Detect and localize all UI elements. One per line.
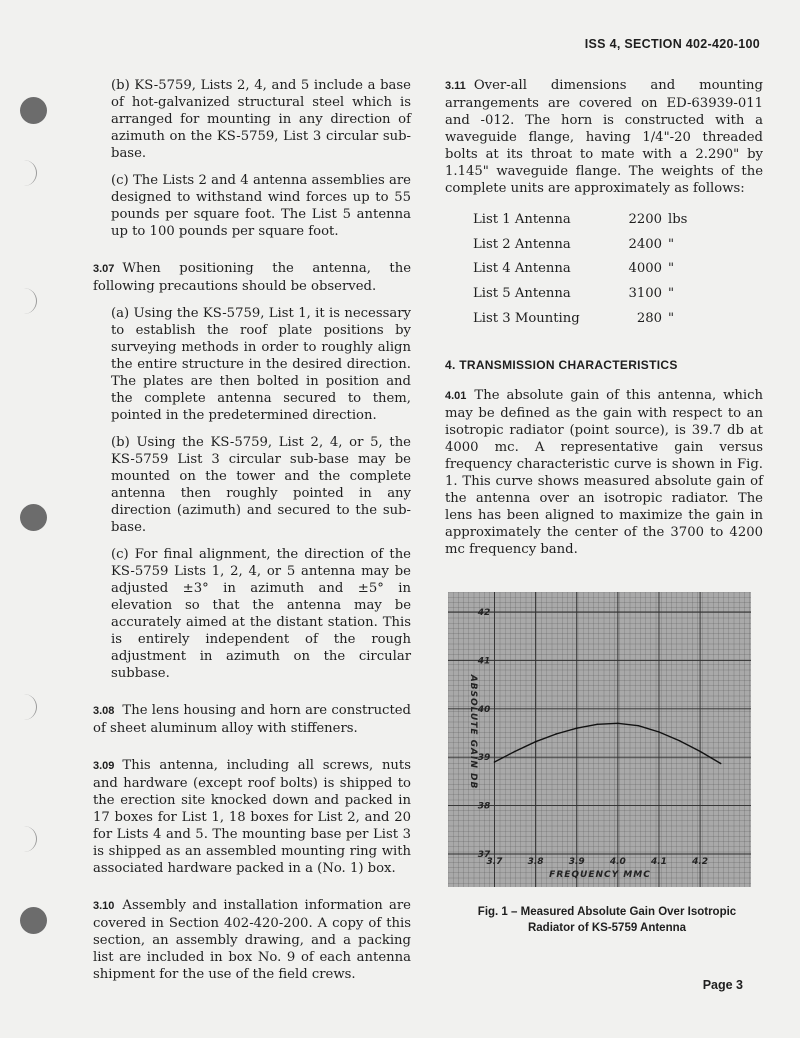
page-number: Page 3 — [702, 978, 743, 992]
gain-chart — [448, 592, 751, 887]
section-heading: 4. TRANSMISSION CHARACTERISTICS — [445, 357, 678, 372]
section-number: 4.01 — [445, 389, 467, 402]
page-edge-mark — [22, 288, 37, 314]
y-tick-label: 41 — [477, 656, 491, 667]
weight-value: 3100 — [628, 286, 662, 302]
data-point — [576, 727, 578, 729]
weight-name: List 5 Antenna — [473, 286, 571, 302]
x-tick-label: 3.7 — [486, 857, 503, 867]
paragraph-3-07 — [93, 260, 411, 295]
gain-chart-svg — [448, 592, 751, 887]
left-column — [93, 77, 411, 993]
data-point — [679, 740, 681, 742]
weight-name: List 4 Antenna — [473, 261, 571, 277]
paragraph-3-10 — [93, 897, 411, 983]
weight-row — [473, 207, 687, 232]
weight-unit: " — [668, 261, 675, 277]
paragraph-3-07-c: (c) For final alignment, the direction of the KS-5759 Lists 1, 2, 4, or 5 antenna may be adjusted ±3° in azimuth and ±5° in elevation so that the antenna may be accurately aimed at the distant station. This is entirely independent of the rough adjustment in azimuth on the circular subbase. — [111, 547, 411, 681]
x-tick-label: 3.8 — [527, 857, 544, 867]
paragraph-text: Over-all dimensions and mounting arrangements are covered on ED-63939-011 and -012. The horn is constructed with a waveguide flange, having 1/4"-20 threaded bolts at its throat to mate with a 2.290" by 1.145" waveguide flange. The weights of the complete units are approximately as follows: — [445, 78, 763, 196]
x-tick-label: 4.2 — [692, 857, 709, 867]
paragraph-text: Assembly and installation information are covered in Section 402-420-200. A copy of this section, an assembly drawing, and a packing list are included in box No. 9 of each antenna shipment for the use of the field crews. — [93, 898, 411, 982]
weight-name: List 2 Antenna — [473, 236, 571, 252]
weight-value: 2200 — [628, 211, 662, 227]
y-tick-label: 39 — [477, 753, 491, 764]
weight-name: List 3 Mounting — [473, 311, 580, 327]
section-number: 3.08 — [93, 705, 115, 717]
page-edge-mark — [22, 694, 37, 720]
data-point — [617, 723, 619, 725]
data-point — [555, 733, 557, 735]
weight-value: 2400 — [628, 236, 662, 252]
paragraph-3-06-b: (b) KS-5759, Lists 2, 4, and 5 include a base of hot-galvanized structural steel which is arranged for mounting in any direction of azimuth on the KS-5759, List 3 circular sub-base. — [111, 78, 411, 161]
punch-hole — [20, 907, 47, 934]
data-point — [699, 751, 701, 753]
weight-row — [473, 306, 687, 331]
weight-unit: lbs — [668, 211, 688, 227]
x-tick-label: 4.0 — [609, 857, 626, 867]
data-point — [535, 741, 537, 743]
data-point — [720, 763, 722, 765]
section-number: 3.07 — [93, 263, 115, 275]
punch-hole — [20, 504, 47, 531]
data-point — [596, 723, 598, 725]
y-tick-label: 38 — [477, 801, 491, 812]
caption-line: Fig. 1 – Measured Absolute Gain Over Isotropic — [477, 906, 737, 918]
figure-caption — [448, 904, 766, 936]
y-tick-label: 40 — [477, 704, 491, 715]
paragraph-text: The absolute gain of this antenna, which may be defined as the gain with respect to an isotropic radiator (point source), is 39.7 db at 4000 mc. A representative gain versus frequency characteristic curve is shown in Fig. 1. This curve shows measured absolute gain of the antenna over an isotropic radiator. The lens has been aligned to maximize the gain in approximately the center of the 3700 to 4200 mc frequency band. — [445, 387, 763, 557]
section-number: 3.11 — [445, 80, 466, 92]
right-column — [445, 77, 763, 558]
x-tick-label: 4.1 — [650, 857, 667, 867]
paragraph-3-08 — [93, 702, 411, 737]
paragraph-3-11 — [445, 77, 763, 197]
chart-background — [448, 592, 751, 887]
x-axis-label: FREQUENCY MMC — [549, 870, 651, 880]
punch-hole — [20, 97, 47, 124]
paragraph-3-09 — [93, 757, 411, 877]
data-point — [514, 751, 516, 753]
weights-table — [473, 207, 687, 331]
weight-value: 280 — [636, 311, 662, 327]
weight-row — [473, 232, 687, 257]
section-number: 3.10 — [93, 900, 115, 912]
page-edge-mark — [22, 826, 37, 852]
data-point — [638, 725, 640, 727]
y-tick-label: 42 — [477, 608, 491, 618]
paragraph-3-06-c: (c) The Lists 2 and 4 antenna assemblies are designed to withstand wind forces up to 55 pounds per square foot. The List 5 antenna up to 100 pounds per square foot. — [111, 173, 411, 239]
weight-unit: " — [668, 236, 675, 252]
weight-row — [473, 257, 687, 282]
paragraph-text: The lens housing and horn are constructed of sheet aluminum alloy with stiffeners. — [93, 703, 411, 736]
weight-row — [473, 281, 687, 306]
page-header: ISS 4, SECTION 402-420-100 — [584, 37, 760, 51]
caption-line: Radiator of KS-5759 Antenna — [527, 922, 687, 934]
data-point — [494, 761, 496, 763]
paragraph-4-01 — [445, 387, 763, 558]
x-tick-label: 3.9 — [568, 857, 585, 867]
weight-unit: " — [668, 286, 675, 302]
paragraph-3-07-b: (b) Using the KS-5759, List 2, 4, or 5, the KS-5759 List 3 circular sub-base may be mounted on the tower and the complete antenna then roughly pointed in any direction (azimuth) and secured to the sub-base. — [111, 435, 411, 535]
weight-name: List 1 Antenna — [473, 211, 571, 227]
data-point — [658, 731, 660, 733]
paragraph-text: When positioning the antenna, the following precautions should be observed. — [93, 261, 411, 294]
weight-unit: " — [668, 311, 675, 327]
paragraph-text: This antenna, including all screws, nuts and hardware (except roof bolts) is shipped to the erection site knocked down and packed in 17 boxes for List 1, 18 boxes for List 2, and 20 for Lists 4 and 5. The mounting base per List 3 is shipped as an assembled mounting ring with associated hardware packed in a (No. 1) box. — [93, 758, 411, 876]
y-axis-label: ABSOLUTE GAIN DB — [468, 674, 478, 790]
weight-value: 4000 — [628, 261, 662, 277]
y-tick-label: 37 — [477, 850, 491, 860]
section-number: 3.09 — [93, 760, 115, 772]
weights-table-body — [473, 207, 687, 331]
paragraph-3-07-a: (a) Using the KS-5759, List 1, it is necessary to establish the roof plate positions by surveying methods in order to roughly align the entire structure in the desired direction. The plates are then bolted in position and the complete antenna secured to them, pointed in the predetermined direction. — [111, 306, 411, 423]
page-edge-mark — [22, 160, 37, 186]
